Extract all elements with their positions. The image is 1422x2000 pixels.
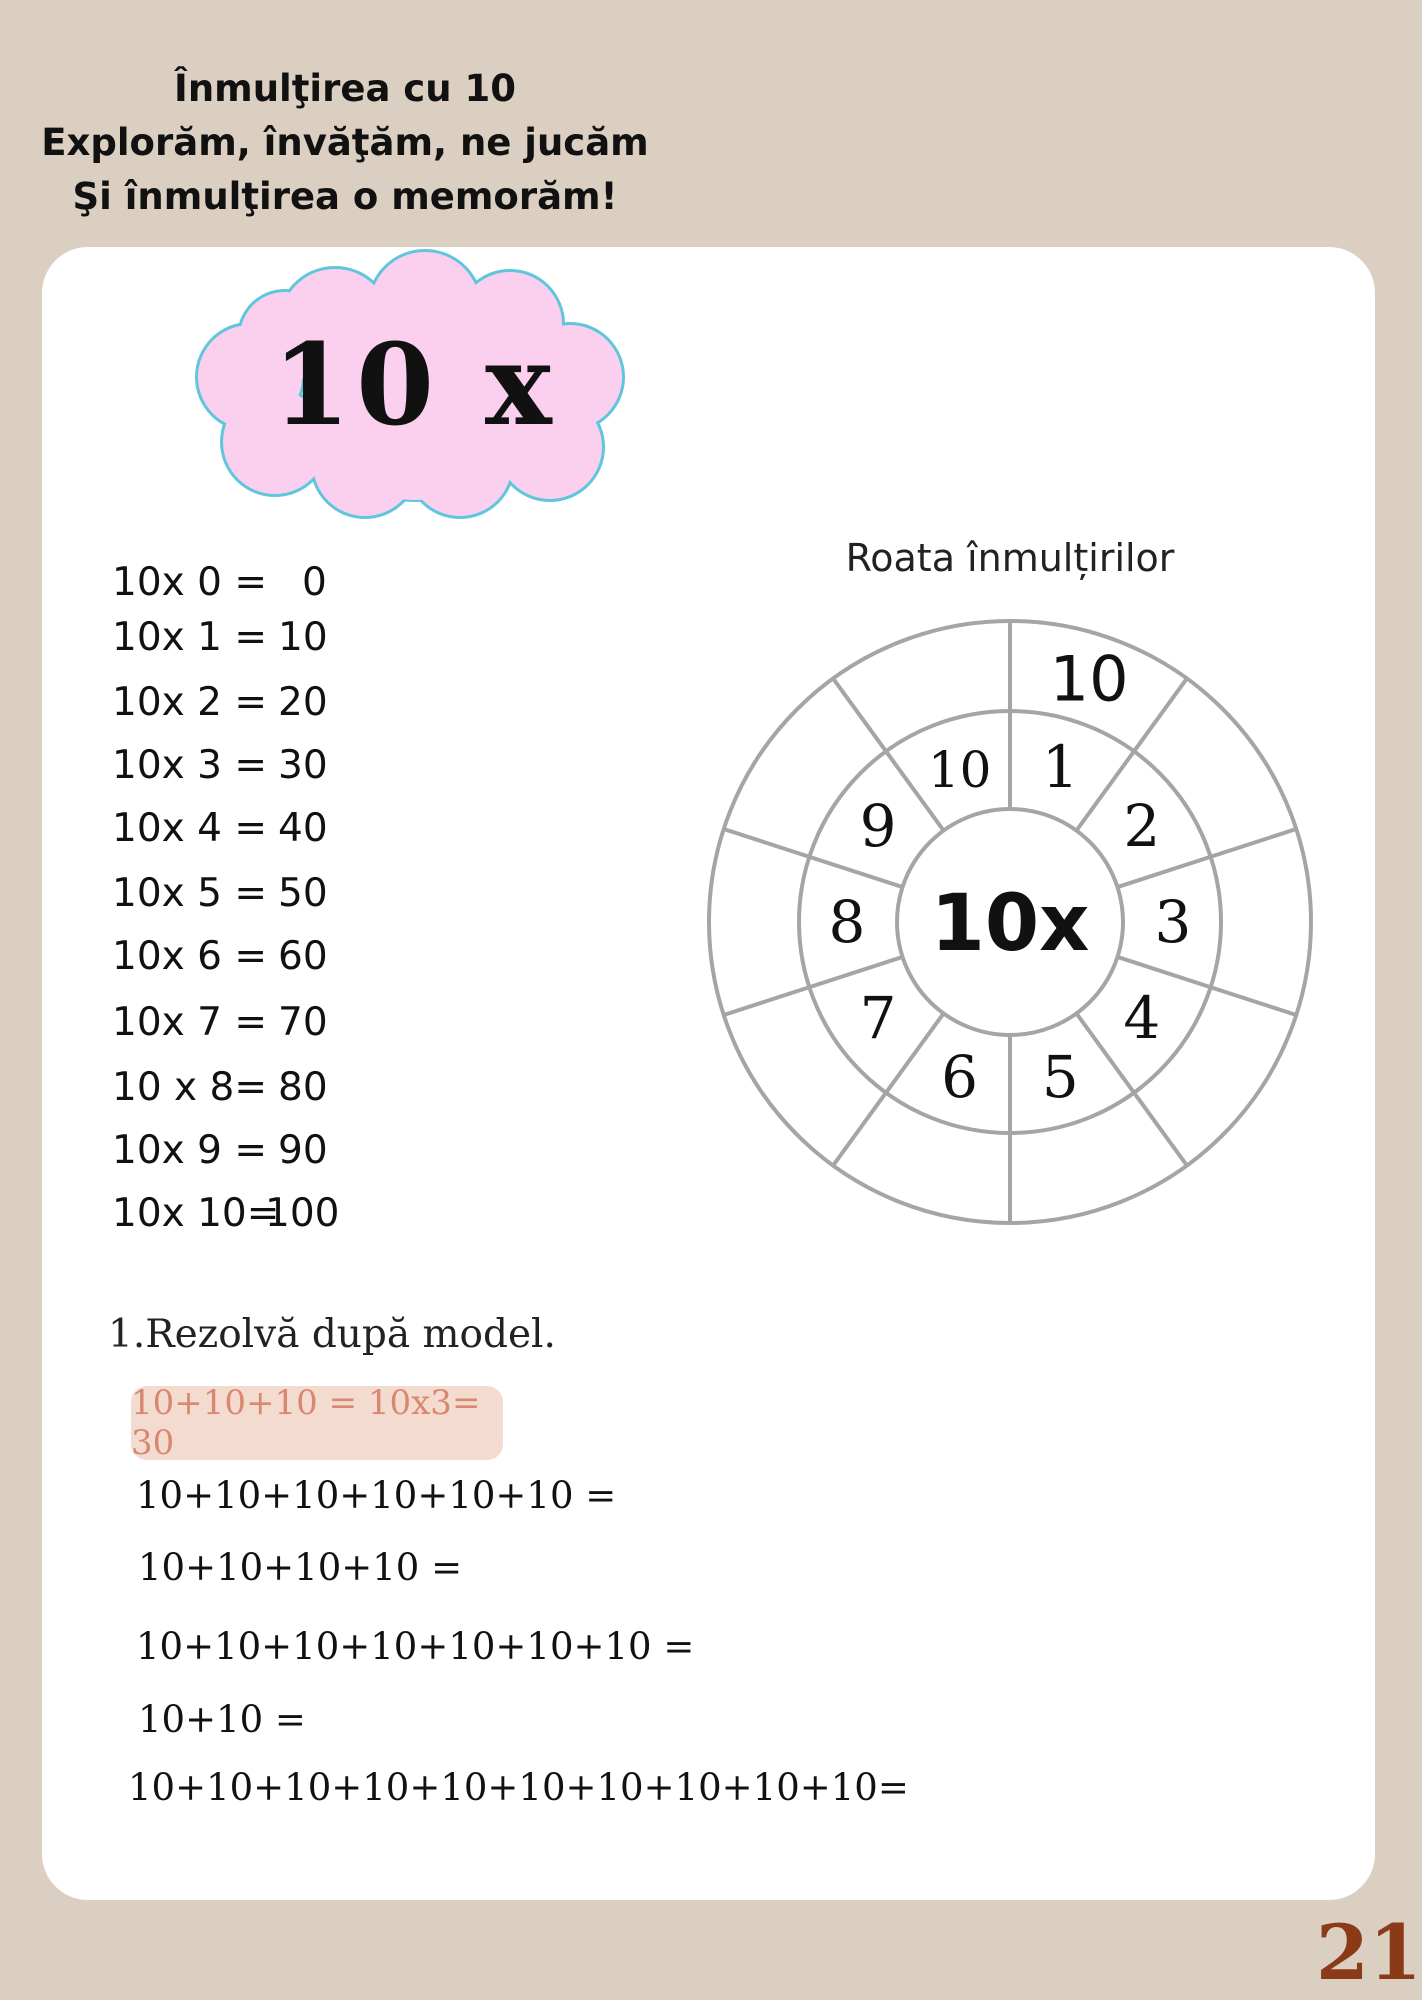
- table-row-expression: 10x 0 =: [112, 560, 267, 605]
- header-line-2: Explorăm, învăţăm, ne jucăm: [41, 121, 649, 164]
- table-row-expression: 10x 5 =: [112, 871, 267, 916]
- wheel-inner-number: 5: [1041, 1043, 1079, 1112]
- page-number: 21: [1316, 1908, 1422, 1997]
- table-row-result: 60: [278, 934, 328, 979]
- table-row-expression: 10x 4 =: [112, 806, 267, 851]
- wheel-title: Roata înmulțirilor: [845, 536, 1175, 580]
- exercise-title: 1.Rezolvă după model.: [108, 1312, 556, 1357]
- cloud-title: 10 x: [272, 319, 558, 451]
- table-row-expression: 10x 7 =: [112, 1000, 267, 1045]
- table-row-expression: 10x 6 =: [112, 934, 267, 979]
- table-row-result: 70: [278, 1000, 328, 1045]
- wheel-inner-number: 8: [828, 888, 866, 956]
- exercise-item: 10+10 =: [138, 1698, 306, 1741]
- table-row-result: 0: [302, 560, 327, 605]
- exercise-item: 10+10+10+10+10+10+10 =: [136, 1625, 695, 1668]
- table-row-result: 20: [278, 680, 328, 725]
- exercise-item: 10+10+10+10+10+10 =: [136, 1474, 617, 1517]
- table-row-expression: 10 x 8=: [112, 1065, 267, 1110]
- wheel-inner-number: 10: [927, 740, 992, 799]
- wheel-center-label: 10x: [930, 879, 1090, 969]
- model-example: 10+10+10 = 10x3= 30: [131, 1386, 503, 1460]
- exercise-item: 10+10+10+10 =: [138, 1546, 463, 1589]
- header-line-3: Şi înmulţirea o memorăm!: [72, 175, 618, 218]
- table-row-expression: 10x 3 =: [112, 743, 267, 788]
- wheel-inner-number: 1: [1041, 732, 1079, 801]
- multiplication-wheel: [700, 612, 1320, 1232]
- header-line-1: Înmulţirea cu 10: [174, 67, 516, 110]
- wheel-inner-number: 4: [1123, 983, 1161, 1052]
- table-row-expression: 10x 9 =: [112, 1128, 267, 1173]
- table-row-result: 40: [278, 806, 328, 851]
- wheel-inner-number: 3: [1154, 888, 1192, 956]
- table-row-result: 30: [278, 743, 328, 788]
- wheel-outer-answer: 10: [1049, 642, 1129, 716]
- wheel-inner-number: 6: [941, 1043, 979, 1112]
- table-row-result: 50: [278, 871, 328, 916]
- table-row-result: 100: [265, 1191, 340, 1236]
- table-row-result: 90: [278, 1128, 328, 1173]
- table-row-result: 10: [278, 615, 328, 660]
- wheel-inner-number: 2: [1123, 792, 1161, 861]
- wheel-inner-number: 7: [859, 983, 897, 1052]
- table-row-expression: 10x 2 =: [112, 680, 267, 725]
- exercise-item: 10+10+10+10+10+10+10+10+10+10=: [128, 1766, 909, 1809]
- page-header: [40, 62, 650, 224]
- wheel-inner-number: 9: [859, 792, 897, 861]
- table-row-expression: 10x 1 =: [112, 615, 267, 660]
- table-row-expression: 10x 10=: [112, 1191, 280, 1236]
- table-row-result: 80: [278, 1065, 328, 1110]
